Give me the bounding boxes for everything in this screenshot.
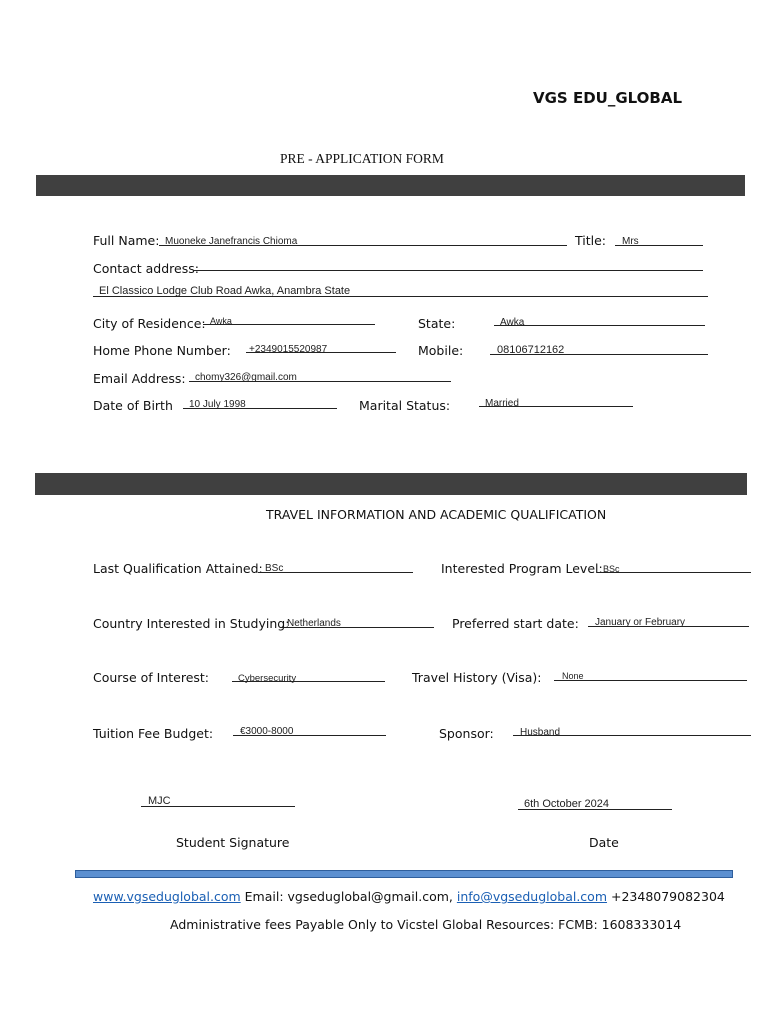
footer-phone: +2348079082304 <box>607 889 725 904</box>
section-divider-top <box>36 175 745 196</box>
city-value: Awka <box>210 316 232 326</box>
footer-email-text: Email: vgseduglobal@gmail.com, <box>240 889 457 904</box>
start-date-value: January or February <box>595 617 686 628</box>
tuition-label: Tuition Fee Budget: <box>93 726 214 741</box>
country-value: Netherlands <box>287 618 341 629</box>
footer-contact <box>93 889 725 904</box>
city-label: City of Residence: <box>93 316 206 331</box>
dob-value: 10 July 1998 <box>189 399 246 410</box>
program-level-field[interactable] <box>597 572 751 573</box>
title-label: Title: <box>575 233 606 248</box>
contact-address-label: Contact address: <box>93 261 199 276</box>
email-label: Email Address: <box>93 371 186 386</box>
tuition-value: €3000-8000 <box>240 726 294 737</box>
marital-status-label: Marital Status: <box>359 398 451 413</box>
sponsor-value: Husband <box>520 727 561 738</box>
website-link[interactable]: www.vgseduglobal.com <box>93 889 241 904</box>
program-level-value: BSc <box>603 564 620 574</box>
course-label: Course of Interest: <box>93 670 210 685</box>
footer-divider <box>75 870 733 878</box>
full-name-value: Muoneke Janefrancis Chioma <box>165 236 298 247</box>
fees-note: Administrative fees Payable Only to Vicstel Global Resources: FCMB: 1608333014 <box>170 917 682 932</box>
start-date-label: Preferred start date: <box>452 616 579 631</box>
brand-name: VGS EDU_GLOBAL <box>533 89 683 107</box>
last-qualification-value: BSc <box>265 563 284 574</box>
program-level-label: Interested Program Level: <box>441 561 603 576</box>
full-name-label: Full Name: <box>93 233 160 248</box>
state-value: Awka <box>500 317 525 328</box>
dob-label: Date of Birth <box>93 398 173 413</box>
home-phone-value: +2349015520987 <box>249 344 328 355</box>
email-value: chomy326@gmail.com <box>195 372 297 383</box>
marital-status-value: Married <box>485 398 519 409</box>
mobile-value: 08106712162 <box>497 344 565 356</box>
travel-history-value: None <box>562 671 584 681</box>
travel-section-title: TRAVEL INFORMATION AND ACADEMIC QUALIFICATION <box>266 507 607 522</box>
home-phone-label: Home Phone Number: <box>93 343 231 358</box>
signature-value: MJC <box>148 795 171 807</box>
contact-address-field-line1[interactable] <box>193 270 703 271</box>
state-label: State: <box>418 316 456 331</box>
travel-history-label: Travel History (Visa): <box>412 670 542 685</box>
signature-label: Student Signature <box>176 835 290 850</box>
sponsor-label: Sponsor: <box>439 726 494 741</box>
form-title: PRE - APPLICATION FORM <box>280 151 444 166</box>
contact-address-value: El Classico Lodge Club Road Awka, Anambra State <box>99 285 351 297</box>
title-value: Mrs <box>622 236 639 247</box>
date-label: Date <box>589 835 619 850</box>
last-qualification-label: Last Qualification Attained: <box>93 561 263 576</box>
state-field[interactable] <box>494 325 705 326</box>
country-label: Country Interested in Studying: <box>93 616 290 631</box>
course-value: Cybersecurity <box>238 673 297 684</box>
section-divider-travel <box>35 473 747 495</box>
mobile-label: Mobile: <box>418 343 464 358</box>
info-email-link[interactable]: info@vgseduglobal.com <box>456 889 608 904</box>
date-value: 6th October 2024 <box>524 798 610 810</box>
